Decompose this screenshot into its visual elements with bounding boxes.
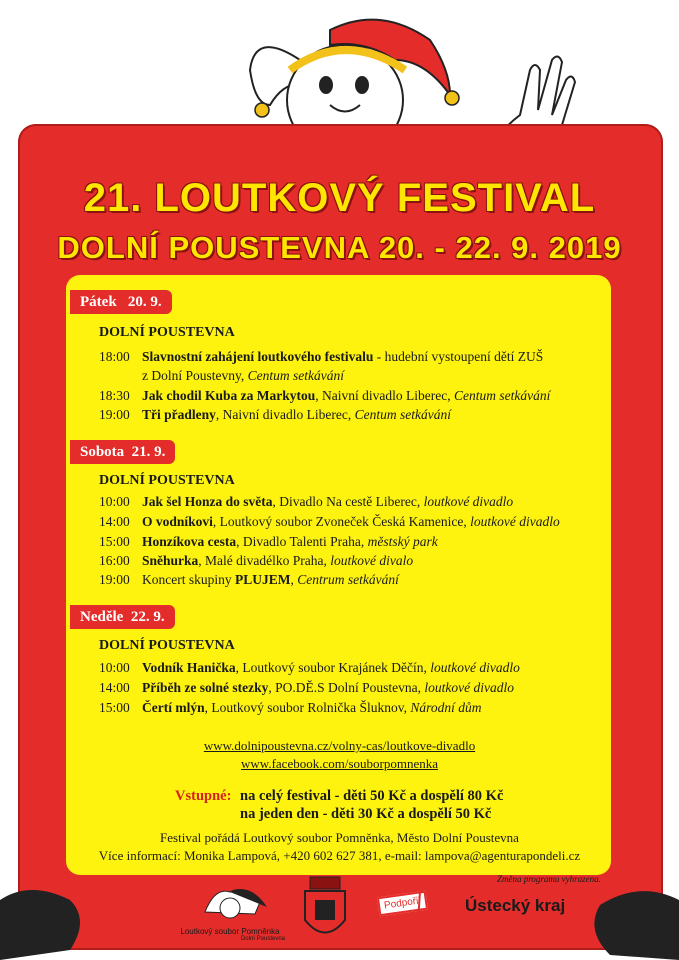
place-friday: DOLNÍ POUSTEVNA bbox=[99, 325, 235, 340]
event-row: 10:00 Jak šel Honza do světa, Divadlo Na cestě Liberec, loutkové divadlo bbox=[99, 494, 514, 509]
organizer-text: Festival pořádá Loutkový soubor Pomněnka, Město Dolní Poustevna bbox=[160, 830, 519, 845]
town-coat-of-arms-icon bbox=[300, 875, 350, 945]
place-saturday: DOLNÍ POUSTEVNA bbox=[99, 473, 235, 488]
jester-hat-icon bbox=[175, 882, 285, 922]
program-change-note: Změna programu vyhrazena. bbox=[497, 874, 601, 884]
stamp-icon bbox=[417, 891, 459, 924]
event-row-continuation: z Dolní Poustevny, Centum setkávání bbox=[142, 368, 344, 383]
pomnenka-logo: Loutkový soubor Pomněnka Dolní Poustevna bbox=[175, 882, 285, 942]
link-website[interactable]: www.dolnipoustevna.cz/volny-cas/loutkove-divadlo bbox=[203, 738, 476, 753]
event-row: 19:00 Koncert skupiny PLUJEM, Centrum setkávání bbox=[99, 572, 399, 587]
podporil-logo: Podpořil bbox=[378, 888, 458, 928]
price-day: na jeden den - děti 30 Kč a dospělí 50 Kč bbox=[240, 806, 492, 822]
event-row: 16:00 Sněhurka, Malé divadélko Praha, loutkové divalo bbox=[99, 553, 414, 568]
festival-subtitle: DOLNÍ POUSTEVNA 20. - 22. 9. 2019 bbox=[57, 230, 622, 265]
ustecky-kraj-logo: Ústecký kraj bbox=[465, 896, 566, 915]
event-row: 15:00 Honzíkova cesta, Divadlo Talenti Praha, městský park bbox=[99, 534, 438, 549]
day-label-sunday: Neděle 22. 9. bbox=[70, 605, 175, 629]
place-sunday: DOLNÍ POUSTEVNA bbox=[99, 638, 235, 653]
event-row: 14:00 O vodníkovi, Loutkový soubor Zvoneček Česká Kamenice, loutkové divadlo bbox=[99, 514, 560, 529]
price-label: Vstupné: bbox=[175, 788, 232, 804]
event-row: 18:00 Slavnostní zahájení loutkového festivalu - hudební vystoupení dětí ZUŠ bbox=[99, 349, 544, 364]
festival-title: 21. LOUTKOVÝ FESTIVAL bbox=[83, 176, 596, 220]
event-row: 14:00 Příběh ze solné stezky, PO.DĚ.S Dolní Poustevna, loutkové divadlo bbox=[99, 680, 514, 695]
link-facebook[interactable]: www.facebook.com/souborpomnenka bbox=[241, 756, 438, 771]
event-row: 19:00 Tři přadleny, Naivní divadlo Liberec, Centum setkávání bbox=[99, 407, 451, 422]
event-row: 10:00 Vodník Hanička, Loutkový soubor Krajánek Děčín, loutkové divadlo bbox=[99, 660, 520, 675]
event-row: 18:30 Jak chodil Kuba za Markytou, Naivní divadlo Liberec, Centum setkávání bbox=[99, 388, 551, 403]
event-row: 15:00 Čertí mlýn, Loutkový soubor Rolnička Šluknov, Národní dům bbox=[99, 700, 482, 715]
contact-text: Více informací: Monika Lampová, +420 602 627 381, e-mail: lampova@agenturapondeli.cz bbox=[98, 848, 581, 863]
price-festival: na celý festival - děti 50 Kč a dospělí 80 Kč bbox=[240, 788, 504, 804]
day-label-friday: Pátek 20. 9. bbox=[70, 290, 172, 314]
day-label-saturday: Sobota 21. 9. bbox=[70, 440, 175, 464]
